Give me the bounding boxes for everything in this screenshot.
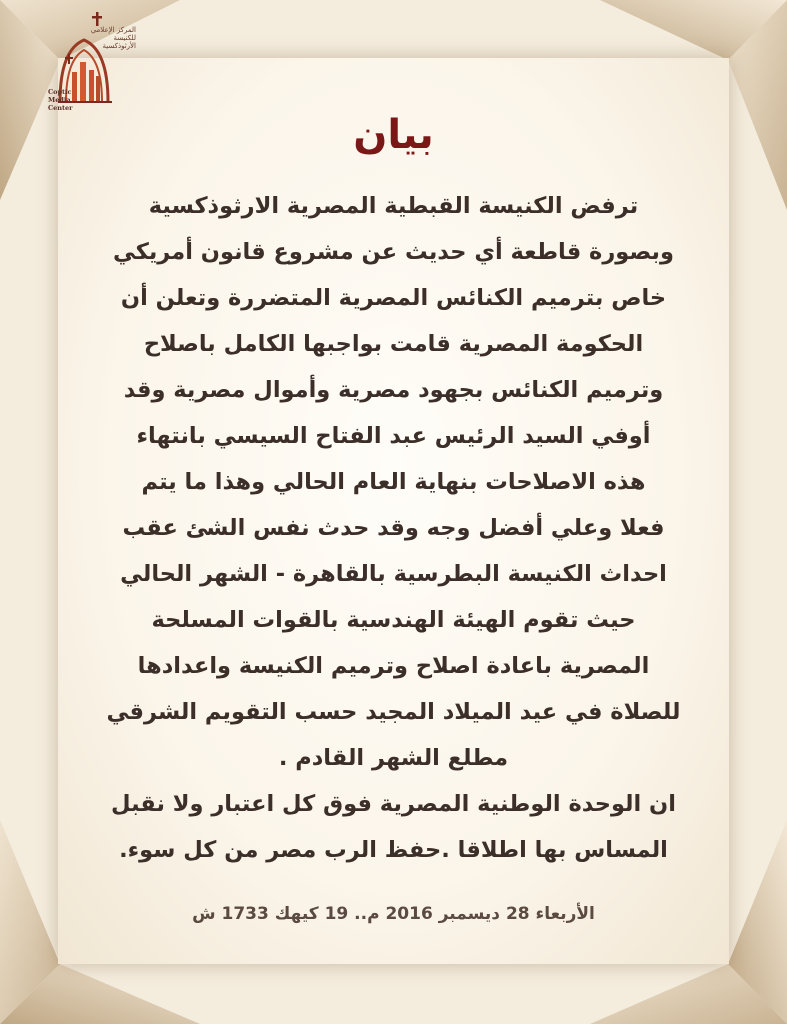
body-line: المساس بها اطلاقا .حفظ الرب مصر من كل سوء. (119, 837, 668, 863)
logo-line-1: Coptic (48, 88, 72, 96)
body-line: ان الوحدة الوطنية المصرية فوق كل اعتبار ولا نقبل (111, 791, 676, 817)
body-line: وترميم الكنائس بجهود مصرية وأموال مصرية وقد (123, 377, 664, 403)
body-line: أوفي السيد الرئيس عبد الفتاح السيسي بانتهاء (136, 423, 651, 449)
logo-arabic-text: المركز الإعلامي للكنيسة الأرثوذكسية (90, 26, 136, 50)
coptic-media-center-logo (22, 10, 136, 112)
statement-date: الأربعاء 28 ديسمبر 2016 م.. 19 كيهك 1733 ش (192, 904, 595, 924)
body-line: احداث الكنيسة البطرسية بالقاهرة - الشهر الحالي (120, 561, 667, 587)
body-line: ترفض الكنيسة القبطية المصرية الارثوذكسية (148, 193, 639, 219)
statement-body (90, 183, 697, 873)
body-line: مطلع الشهر القادم . (278, 745, 509, 771)
body-line: فعلا وعلي أفضل وجه وقد حدث نفس الشئ عقب (122, 515, 665, 541)
body-line: وبصورة قاطعة أي حديث عن مشروع قانون أمريكي (113, 239, 674, 265)
body-line: هذه الاصلاحات بنهاية العام الحالي وهذا ما يتم (141, 469, 646, 495)
logo-line-2: Media (48, 96, 71, 104)
statement-title: بيان (353, 112, 434, 158)
body-line: للصلاة في عيد الميلاد المجيد حسب التقويم الشرقي (106, 699, 681, 725)
body-line: حيث تقوم الهيئة الهندسية بالقوات المسلحة (151, 607, 636, 633)
logo-line-3: Center (48, 104, 73, 112)
body-line: خاص بترميم الكنائس المصرية المتضررة وتعلن أن (120, 285, 667, 311)
body-line: الحكومة المصرية قامت بواجبها الكامل باصلاح (143, 331, 644, 357)
body-line: المصرية باعادة اصلاح وترميم الكنيسة واعدادها (137, 653, 650, 679)
logo-english-text (48, 88, 88, 112)
